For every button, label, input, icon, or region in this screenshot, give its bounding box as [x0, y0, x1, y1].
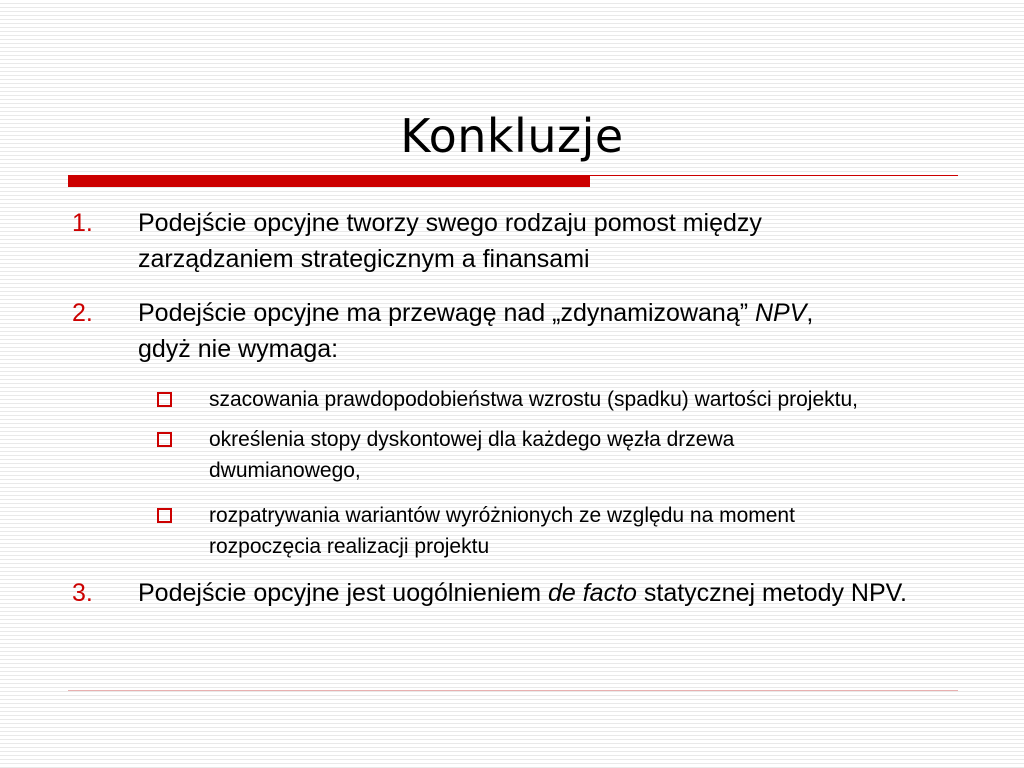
list-item-text: [138, 205, 968, 277]
text-run: Podejście opcyjne jest uogólnieniem: [138, 579, 548, 607]
text-run: ,: [806, 299, 814, 327]
text-line: szacowania prawdopodobieństwa wzrostu (spadku) wartości projektu,: [209, 388, 858, 411]
text-run: statycznej metody NPV.: [636, 579, 907, 607]
hollow-square-bullet-icon: [157, 432, 172, 447]
sub-item-text: [209, 384, 969, 415]
text-line: dwumianowego,: [209, 459, 361, 482]
list-number: 2.: [72, 299, 93, 327]
hollow-square-bullet-icon: [157, 392, 172, 407]
text-line: rozpatrywania wariantów wyróżnionych ze względu na moment: [209, 504, 795, 527]
text-run: Podejście opcyjne ma przewagę nad „zdynamizowaną”: [138, 299, 755, 327]
text-line: rozpoczęcia realizacji projektu: [209, 535, 490, 558]
list-item-text: [138, 295, 968, 367]
footer-divider-line: [68, 690, 958, 691]
text-line: [138, 575, 968, 611]
hollow-square-bullet-icon: [157, 508, 172, 523]
italic-term: NPV: [755, 299, 807, 327]
text-line: [138, 295, 968, 331]
sub-item-text: [209, 424, 969, 486]
text-line: zarządzaniem strategicznym a finansami: [138, 245, 590, 273]
sub-item-text: [209, 500, 969, 562]
text-line: Podejście opcyjne tworzy swego rodzaju pomost między: [138, 209, 762, 237]
list-item-text: [138, 575, 968, 611]
title-underline-red-bar: [68, 175, 590, 187]
list-number: 3.: [72, 579, 93, 607]
text-line: określenia stopy dyskontowej dla każdego węzła drzewa: [209, 428, 735, 451]
slide-title: Konkluzje: [400, 109, 624, 163]
text-line: gdyż nie wymaga:: [138, 335, 339, 363]
list-number: 1.: [72, 209, 93, 237]
title-underline-thin-line: [590, 175, 958, 176]
italic-term: de facto: [547, 579, 637, 607]
